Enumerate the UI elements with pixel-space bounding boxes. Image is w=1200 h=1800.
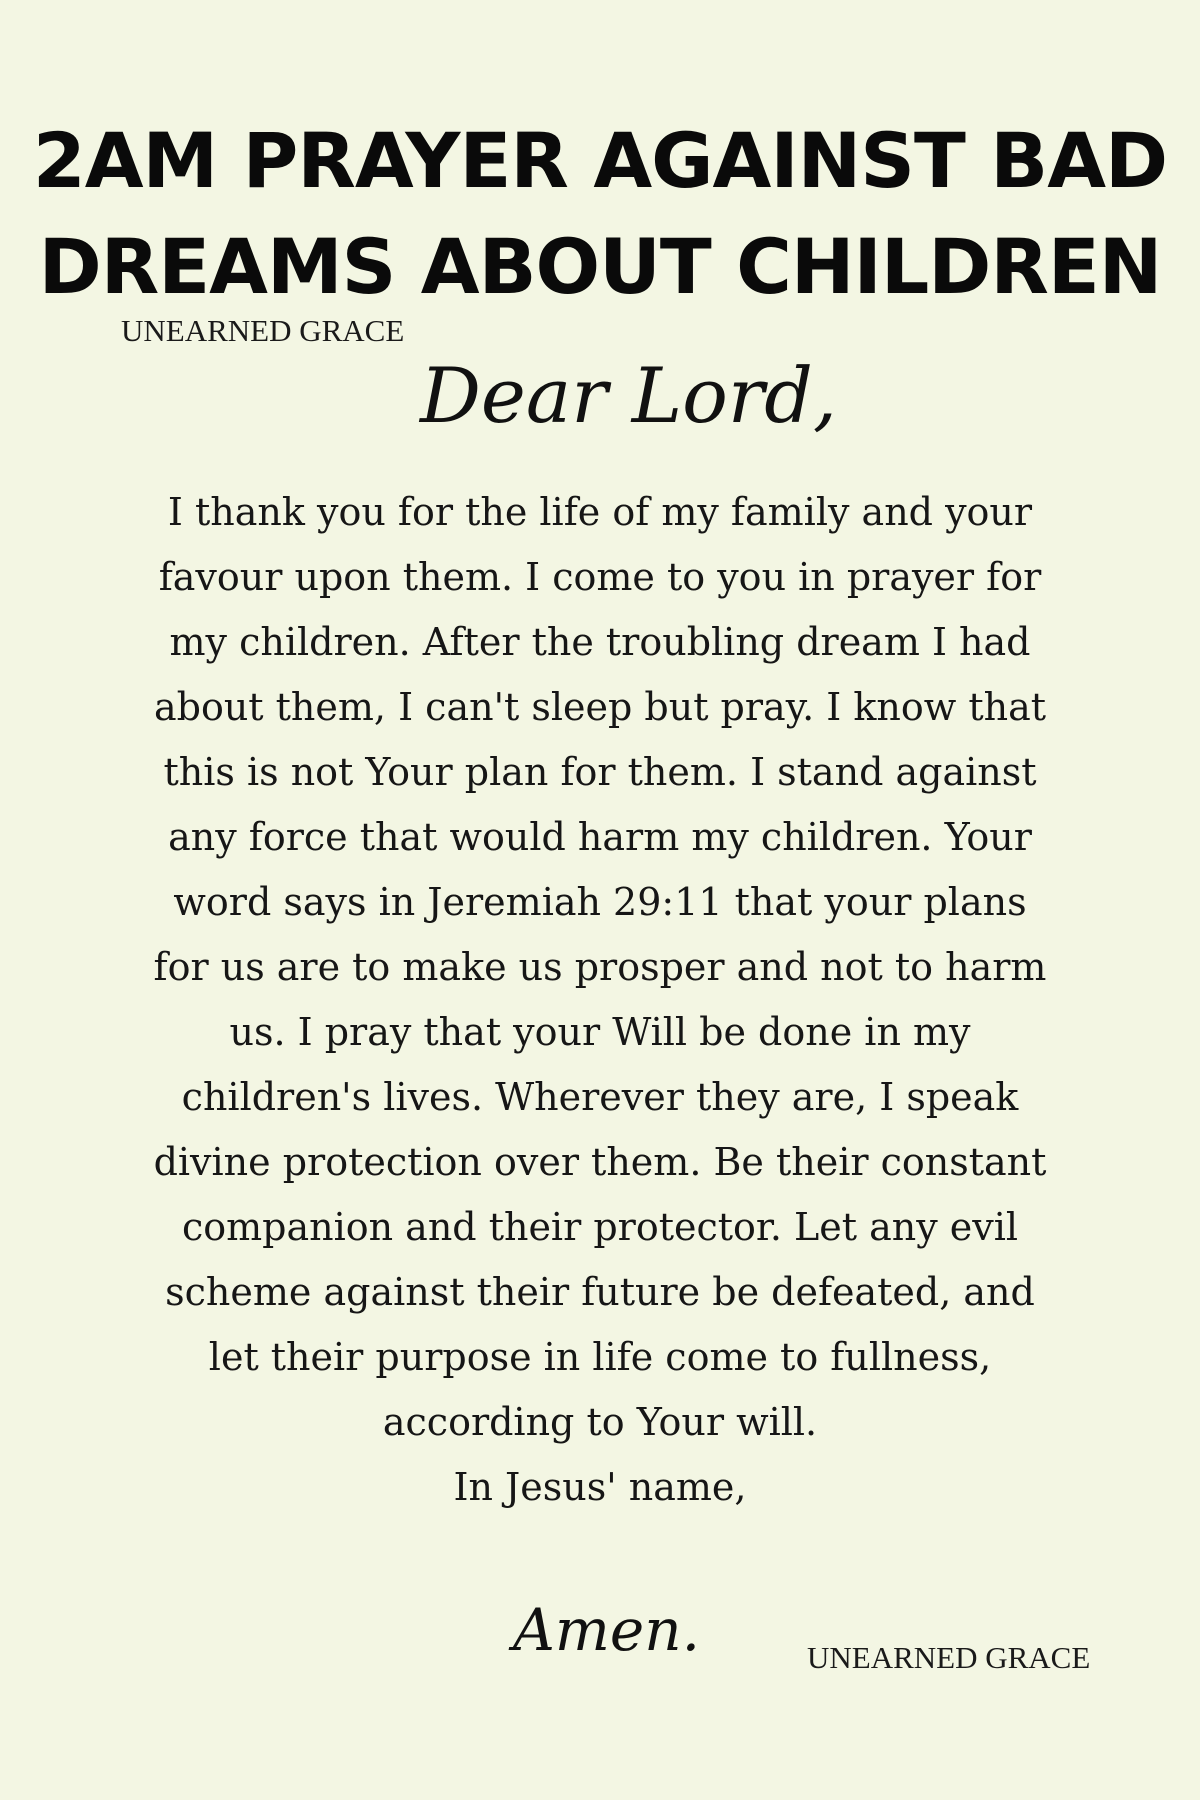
prayer-line: this is not Your plan for them. I stand against (163, 750, 1037, 794)
prayer-line: my children. After the troubling dream I had (169, 620, 1031, 664)
prayer-line: companion and their protector. Let any evil (181, 1205, 1019, 1249)
title-line-1: 2AM PRAYER AGAINST BAD (32, 116, 1168, 205)
watermark-bottom: UNEARNED GRACE (807, 1640, 1091, 1675)
page-title (0, 108, 1200, 320)
title-line-2: DREAMS ABOUT CHILDREN (38, 222, 1162, 311)
prayer-line: for us are to make us prosper and not to harm (153, 945, 1047, 989)
prayer-line: about them, I can't sleep but pray. I know that (153, 685, 1047, 729)
prayer-line-closing-phrase: In Jesus' name, (453, 1465, 747, 1509)
prayer-line: divine protection over them. Be their constant (153, 1140, 1047, 1184)
watermark-top: UNEARNED GRACE (121, 313, 405, 348)
prayer-line: scheme against their future be defeated, and (165, 1270, 1035, 1314)
prayer-body (100, 480, 1100, 1520)
closing-amen: Amen. (513, 1596, 700, 1664)
prayer-line: word says in Jeremiah 29:11 that your plans (173, 880, 1027, 924)
prayer-line: I thank you for the life of my family and your (167, 490, 1033, 534)
prayer-line: let their purpose in life come to fullness, (208, 1335, 992, 1379)
prayer-line: according to Your will. (382, 1400, 818, 1444)
prayer-line: any force that would harm my children. Your (168, 815, 1032, 859)
salutation: Dear Lord, (420, 351, 838, 440)
prayer-line: children's lives. Wherever they are, I speak (181, 1075, 1019, 1119)
prayer-line: us. I pray that your Will be done in my (229, 1010, 971, 1054)
prayer-line: favour upon them. I come to you in prayer for (158, 555, 1042, 599)
